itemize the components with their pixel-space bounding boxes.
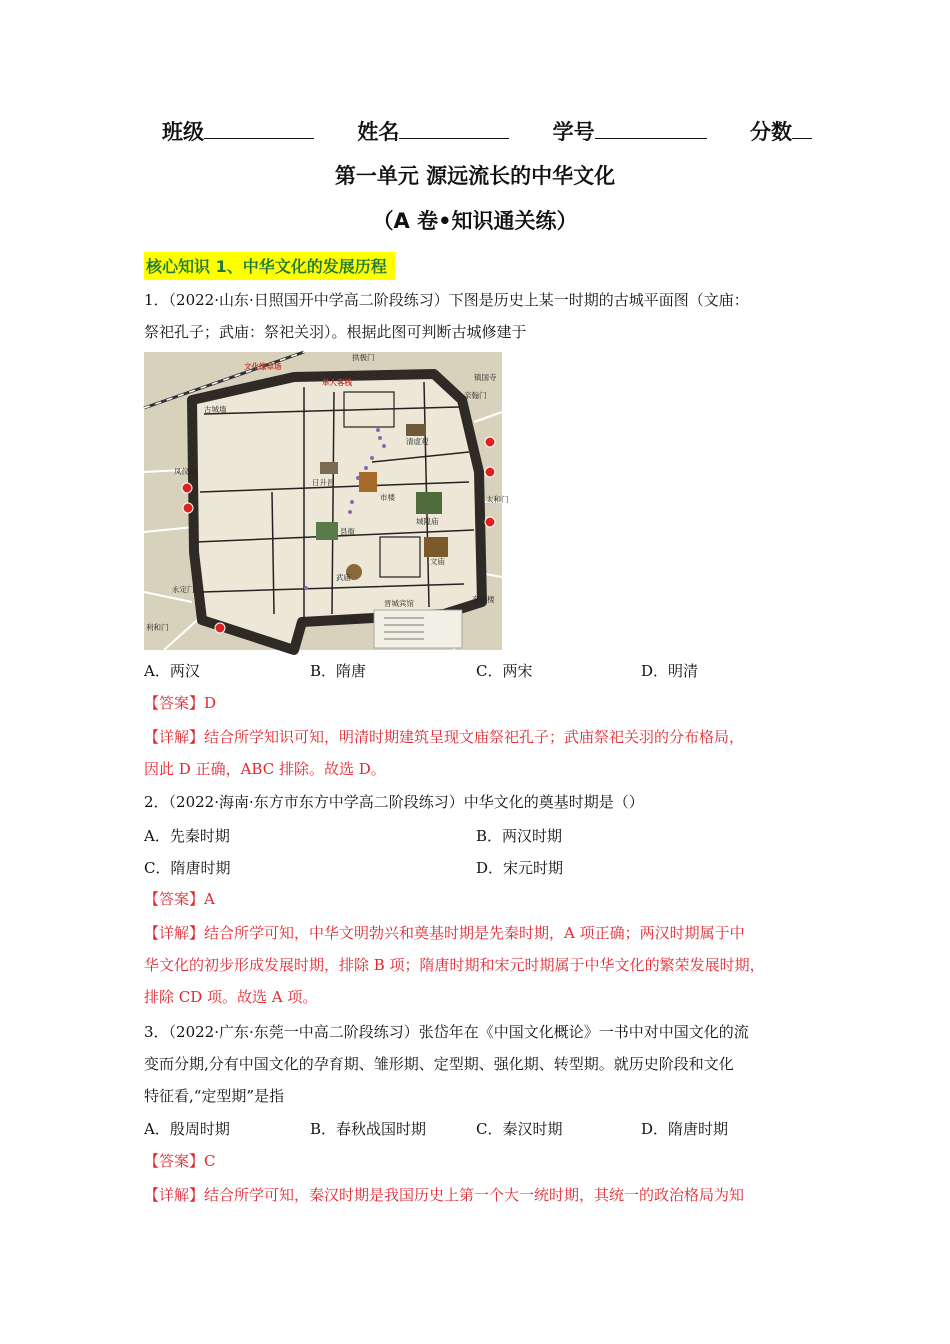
map-label-gate-east: 亲翰门: [464, 391, 487, 400]
q1-detail-line-1: 【详解】结合所学知识可知，明清时期建筑呈现文庙祭祀孔子；武庙祭祀关羽的分布格局，: [144, 728, 745, 746]
map-label-lihe: 利和门: [146, 623, 169, 632]
q3-option-a[interactable]: A．殷周时期: [144, 1120, 230, 1138]
q1-stem-line-2: 祭祀孔子；武庙：祭祀关羽）。根据此图可判断古城修建于: [144, 323, 527, 341]
map-label-top: 单人客栈: [322, 378, 352, 387]
q3-stem-line-2: 变而分期,分有中国文化的孕育期、雏形期、定型期、强化期、转型期。就历史阶段和文化: [144, 1055, 734, 1073]
name-blank[interactable]: [399, 120, 509, 139]
q2-detail-line-1: 【详解】结合所学可知，中华文明勃兴和奠基时期是先秦时期，A 项正确；两汉时期属于中: [144, 924, 745, 942]
class-blank[interactable]: [204, 120, 314, 139]
q1-option-a[interactable]: A．两汉: [144, 662, 200, 680]
map-label-chenghuang: 城隍庙: [416, 517, 439, 526]
q2-option-a[interactable]: A．先秦时期: [144, 827, 230, 845]
score-blank[interactable]: [792, 120, 812, 139]
score-field[interactable]: 分数: [750, 116, 812, 146]
map-label-top-left: 文化缘草场: [244, 362, 282, 371]
q3-detail-line-1: 【详解】结合所学可知，秦汉时期是我国历史上第一个大一统时期，其统一的政治格局为知: [144, 1186, 745, 1204]
q3-stem-line-3: 特征看,“定型期”是指: [144, 1087, 285, 1105]
q3-answer: 【答案】C: [144, 1152, 216, 1170]
q1-option-c[interactable]: C．两宋: [476, 662, 533, 680]
q1-detail-line-2: 因此 D 正确，ABC 排除。故选 D。: [144, 760, 386, 778]
q2-stem-line-1: 2．（2022·海南·东方市东方中学高二阶段练习）中华文化的奠基时期是（）: [144, 793, 644, 811]
map-label-wenmiao: 文庙: [430, 557, 445, 566]
q2-option-c[interactable]: C．隋唐时期: [144, 859, 231, 877]
q2-option-d[interactable]: D．宋元时期: [476, 859, 564, 877]
student-id-field[interactable]: 学号: [553, 116, 707, 146]
city-map-graphic: [144, 352, 509, 650]
map-label-kuixing: 奎星楼: [472, 595, 495, 604]
ancient-city-map: [144, 352, 509, 650]
q2-answer: 【答案】A: [144, 890, 215, 908]
q3-option-c[interactable]: C．秦汉时期: [476, 1120, 563, 1138]
map-label-taihe: 太和门: [486, 495, 509, 504]
class-field[interactable]: 班级: [162, 116, 314, 146]
map-label-gate-north: 拱极门: [352, 353, 375, 362]
q1-option-b[interactable]: B．隋唐: [310, 662, 367, 680]
map-label-gate-yingxun: 迎薰门: [340, 615, 363, 624]
q3-option-b[interactable]: B．春秋战国时期: [310, 1120, 427, 1138]
map-label-rishengchang: 日升昌: [312, 478, 335, 487]
q1-answer: 【答案】D: [144, 694, 217, 712]
q2-detail-line-3: 排除 CD 项。故选 A 项。: [144, 988, 318, 1006]
name-field[interactable]: 姓名: [357, 116, 509, 146]
map-label-gate-yongding: 永定门: [172, 585, 195, 594]
q2-detail-line-2: 华文化的初步形成发展时期，排除 B 项；隋唐时期和宋元时期属于中华文化的繁荣发展时期，: [144, 956, 765, 974]
q1-stem-line-1: 1．（2022·山东·日照国开中学高二阶段练习）下图是历史上某一时期的古城平面图（文庙：: [144, 291, 749, 309]
q1-option-d[interactable]: D．明清: [641, 662, 699, 680]
section-heading: 核心知识 1、中华文化的发展历程: [144, 252, 395, 280]
map-label-old-city: 古城墙: [204, 405, 227, 414]
map-label-wumiao: 武庙: [336, 573, 351, 582]
q3-option-d[interactable]: D．隋唐时期: [641, 1120, 729, 1138]
student-id-blank[interactable]: [595, 120, 707, 139]
map-label-shilou: 市楼: [380, 493, 395, 502]
student-info-row: [162, 116, 812, 146]
map-label-qingxu: 清虚观: [406, 437, 429, 446]
q3-stem-line-1: 3．（2022·广东·东莞一中高二阶段练习）张岱年在《中国文化概论》一书中对中国文化的流: [144, 1023, 749, 1041]
q2-option-b[interactable]: B．两汉时期: [476, 827, 563, 845]
map-label-temple-ne: 镇国寺: [474, 373, 497, 382]
map-label-gate-west: 凤仪门: [174, 467, 197, 476]
unit-title: 第一单元 源远流长的中华文化: [334, 164, 616, 188]
map-label-xianya: 县衙: [340, 527, 355, 536]
volume-title: （A 卷•知识通关练）: [372, 209, 578, 233]
map-label-hotel: 晋城宾馆: [384, 599, 414, 608]
